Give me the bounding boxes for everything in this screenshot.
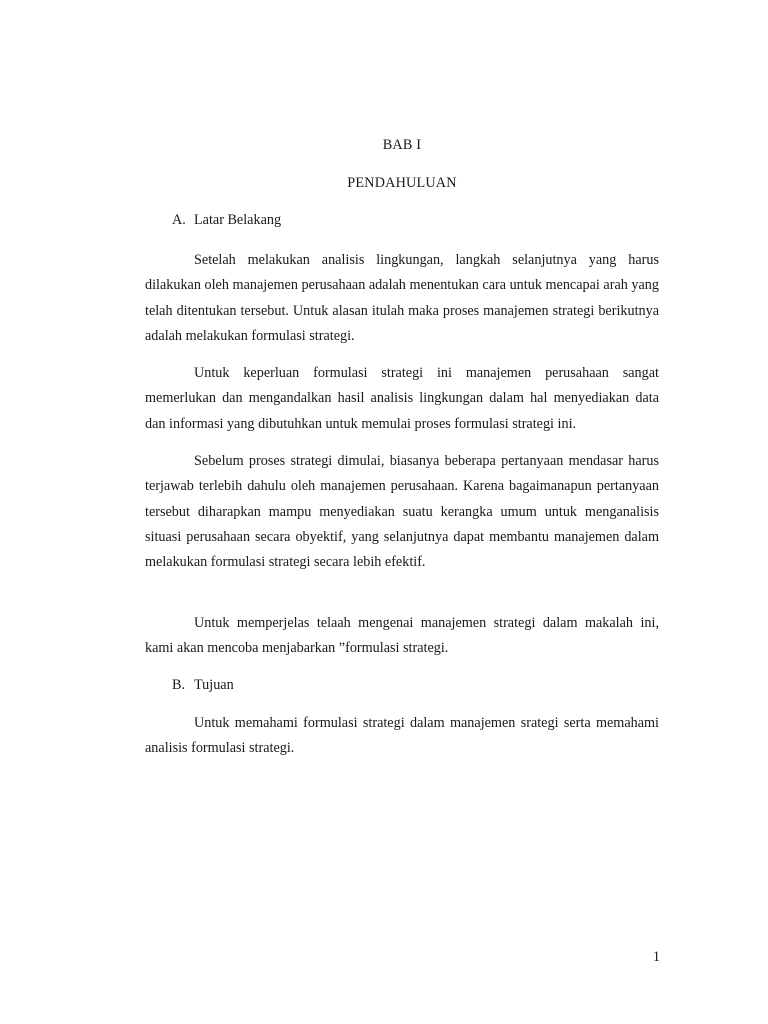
chapter-title: PENDAHULUAN: [347, 175, 457, 191]
page-number: 1: [652, 949, 660, 965]
section-letter: A.: [172, 212, 186, 228]
paragraph: Setelah melakukan analisis lingkungan, langkah selanjutnya yang harus dilakukan oleh manajemen perusahaan adalah menentukan cara untuk mencapai arah yang telah ditentukan tersebut. Untuk alasan itulah maka proses manajemen strategi berikutnya adalah melakukan formulasi strategi.: [145, 252, 659, 344]
section-title: Latar Belakang: [194, 212, 282, 228]
section-letter: B.: [172, 677, 186, 693]
paragraph: Sebelum proses strategi dimulai, biasanya beberapa pertanyaan mendasar harus terjawab terlebih dahulu oleh manajemen perusahaan. Karena bagaimanapun pertanyaan tersebut diharapkan mampu menyediakan suatu kerangka umum untuk menganalisis situasi perusahaan secara obyektif, yang selanjutnya dapat membantu manajemen dalam melakukan formulasi strategi secara lebih efektif.: [145, 453, 659, 571]
section-heading-tujuan: [172, 677, 234, 694]
section-heading-latar-belakang: [172, 212, 281, 229]
section-title: Tujuan: [194, 677, 234, 693]
paragraph: Untuk keperluan formulasi strategi ini manajemen perusahaan sangat memerlukan dan mengandalkan hasil analisis lingkungan dalam hal menyediakan data dan informasi yang dibutuhkan untuk memulai proses formulasi strategi ini.: [145, 365, 659, 432]
chapter-number: BAB I: [382, 137, 422, 153]
paragraph: Untuk memahami formulasi strategi dalam manajemen srategi serta memahami analisis formulasi strategi.: [145, 715, 659, 757]
paragraph: Untuk memperjelas telaah mengenai manajemen strategi dalam makalah ini, kami akan mencoba menjabarkan ”formulasi strategi.: [145, 615, 659, 657]
